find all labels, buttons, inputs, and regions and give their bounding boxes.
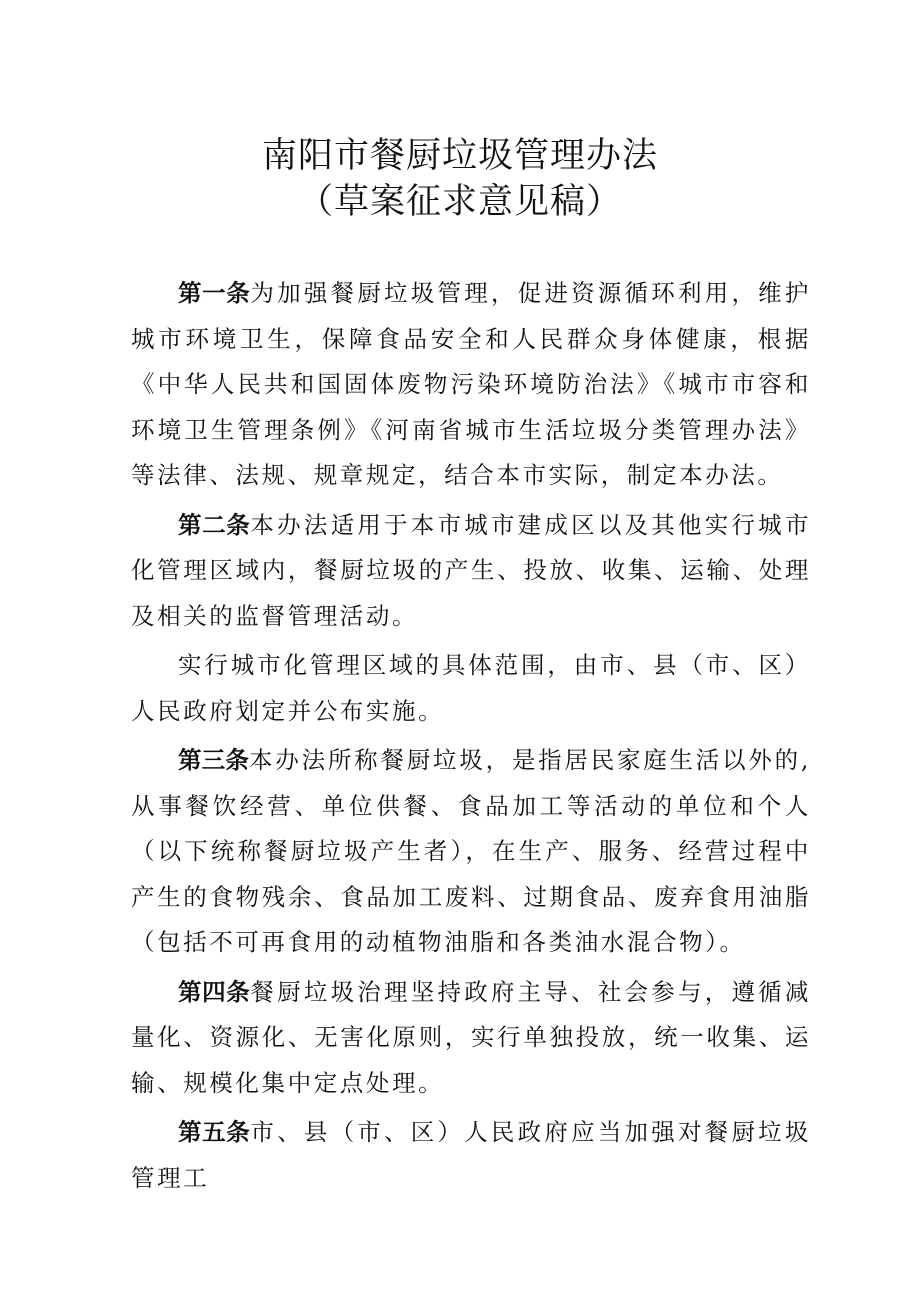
article-number: 第一条 [178, 279, 251, 307]
document-body [131, 271, 811, 1201]
article-number: 第三条 [178, 746, 250, 774]
paragraph-article-1 [131, 271, 811, 499]
article-text: 本办法适用于本市城市建成区以及其他实行城市化管理区域内，餐厨垃圾的产生、投放、收集、运输、处理及相关的监督管理活动。 [131, 510, 812, 630]
article-text: 本办法所称餐厨垃圾，是指居民家庭生活以外的,从事餐饮经营、单位供餐、食品加工等活动的单位和个人（以下统称餐厨垃圾产生者），在生产、服务、经营过程中产生的食物残余、食品加工废料、过期食品、废弃食用油脂（包括不可再食用的动植物油脂和各类油水混合物）。 [131, 746, 812, 956]
article-text: 市、县（市、区）人民政府应当加强对餐厨垃圾管理工 [131, 1118, 812, 1192]
paragraph-article-5 [131, 1110, 811, 1201]
article-number: 第四条 [178, 977, 251, 1006]
paragraph-article-4 [131, 970, 811, 1107]
article-number: 第二条 [178, 510, 251, 539]
article-text: 实行城市化管理区域的具体范围，由市、县（市、区）人民政府划定并公布实施。 [131, 651, 811, 725]
article-text: 为加强餐厨垃圾管理，促进资源循环利用，维护城市环境卫生，保障食品安全和人民群众身体健康，根据《中华人民共和国固体废物污染环境防治法》《城市市容和环境卫生管理条例》《河南省城市生活垃圾分类管理办法》等法律、法规、规章规定，结合本市实际，制定本办法。 [131, 279, 812, 489]
article-number: 第五条 [178, 1118, 251, 1146]
title-line-2: （草案征求意见稿） [297, 182, 622, 222]
title-line-1: 南阳市餐厨垃圾管理办法 [261, 136, 658, 176]
paragraph-article-2 [131, 503, 811, 640]
article-text: 餐厨垃圾治理坚持政府主导、社会参与，遵循减量化、资源化、无害化原则，实行单独投放，统一收集、运输、规模化集中定点处理。 [131, 977, 812, 1097]
document-title [0, 133, 920, 225]
paragraph-article-2-continued [131, 643, 811, 734]
paragraph-article-3 [131, 738, 811, 966]
